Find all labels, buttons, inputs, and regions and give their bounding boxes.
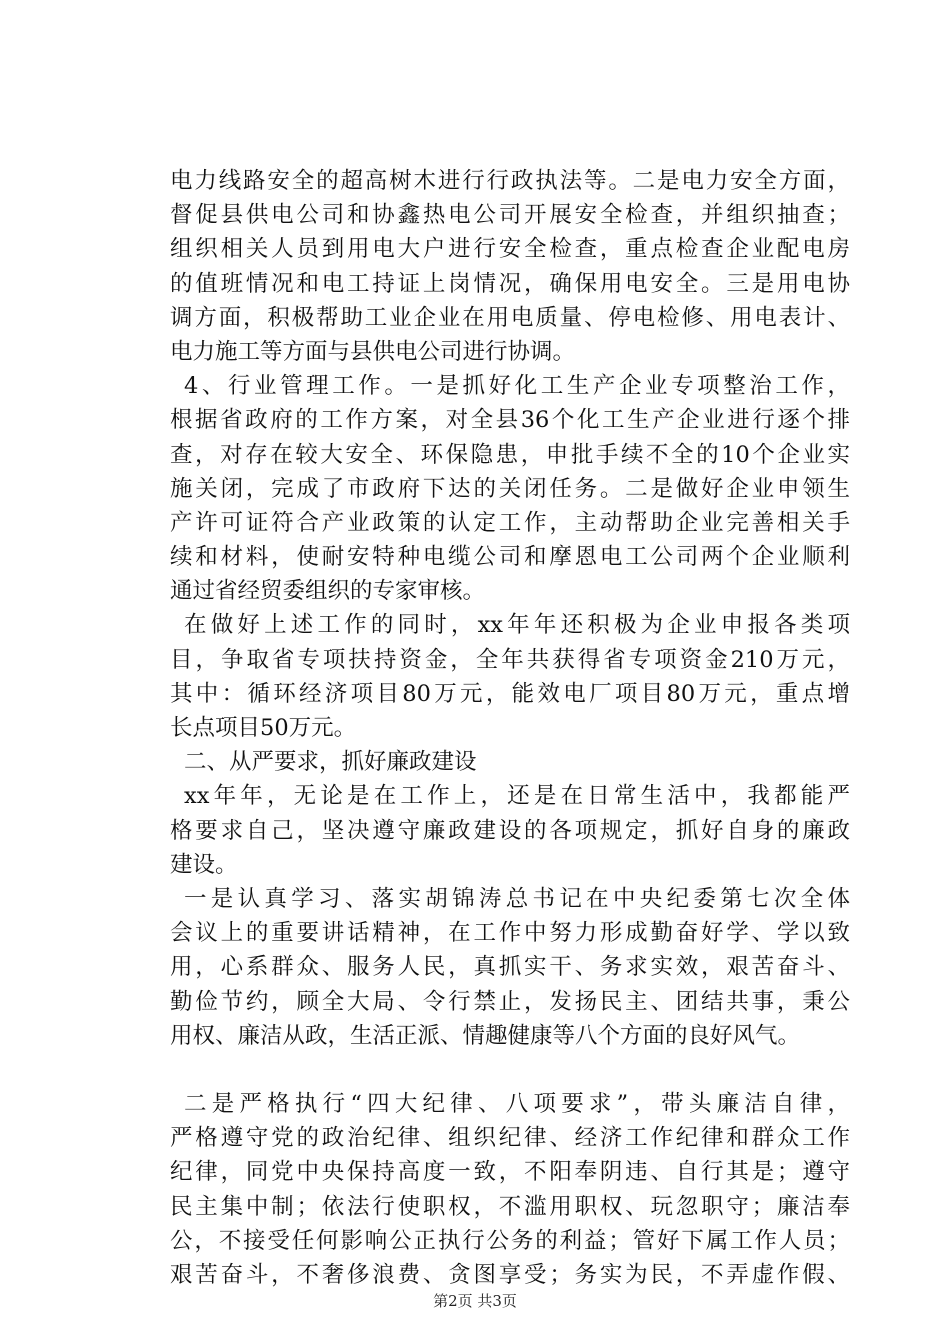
text-line: 长点项目50万元。 (170, 715, 357, 741)
text-line: 续和材料，使耐安特种电缆公司和摩恩电工公司两个企业顺利 (170, 544, 850, 571)
text-line: 的值班情况和电工持证上岗情况，确保用电安全。三是用电协 (170, 270, 850, 297)
text-line: 公，不接受任何影响公正执行公务的利益；管好下属工作人员； (170, 1227, 850, 1254)
text-line: 产许可证符合产业政策的认定工作，主动帮助企业完善相关手 (170, 509, 850, 536)
page-number-footer: 第2页 共3页 (433, 1292, 517, 1310)
text-line: 勤俭节约，顾全大局、令行禁止，发扬民主、团结共事，秉公 (170, 988, 850, 1015)
text-line: 电力施工等方面与县供电公司进行协调。 (170, 338, 576, 365)
text-line: 调方面，积极帮助工业企业在用电质量、停电检修、用电表计、 (170, 304, 850, 331)
text-line: 其中：循环经济项目80万元，能效电厂项目80万元，重点增 (170, 680, 850, 707)
paragraph-start: 在做好上述工作的同时，xx年年还积极为企业申报各类项 (184, 612, 850, 639)
document-body (170, 164, 850, 1292)
text-line: 民主集中制；依法行使职权，不滥用职权、玩忽职守；廉洁奉 (170, 1193, 850, 1220)
text-line: 纪律，同党中央保持高度一致，不阳奉阴违、自行其是；遵守 (170, 1159, 850, 1186)
text-line: 严格遵守党的政治纪律、组织纪律、经济工作纪律和群众工作 (170, 1125, 850, 1152)
paragraph-gap (170, 1053, 850, 1087)
text-line: 电力线路安全的超高树木进行行政执法等。二是电力安全方面， (170, 168, 850, 194)
text-line: 施关闭，完成了市政府下达的关闭任务。二是做好企业申领生 (170, 475, 850, 502)
text-line: 会议上的重要讲话精神，在工作中努力形成勤奋好学、学以致 (170, 920, 850, 947)
text-line: 用，心系群众、服务人民，真抓实干、务求实效，艰苦奋斗、 (170, 954, 850, 981)
text-line: 目，争取省专项扶持资金，全年共获得省专项资金210万元， (170, 646, 850, 673)
text-line: 查，对存在较大安全、环保隐患，申批手续不全的10个企业实 (170, 441, 850, 468)
paragraph-start: 二是严格执行“四大纪律、八项要求”，带头廉洁自律， (184, 1091, 850, 1118)
text-line: 艰苦奋斗，不奢侈浪费、贪图享受；务实为民，不弄虚作假、 (170, 1262, 850, 1288)
text-line: 建设。 (170, 851, 238, 878)
text-line: 督促县供电公司和协鑫热电公司开展安全检查，并组织抽查； (170, 202, 850, 229)
text-line: 通过省经贸委组织的专家审核。 (170, 578, 486, 605)
section-heading: 二、从严要求，抓好廉政建设 (184, 749, 477, 776)
text-line: 用权、廉洁从政，生活正派、情趣健康等八个方面的良好风气。 (170, 1022, 801, 1049)
text-line: 组织相关人员到用电大户进行安全检查，重点检查企业配电房 (170, 236, 850, 263)
text-line: 格要求自己，坚决遵守廉政建设的各项规定，抓好自身的廉政 (170, 817, 850, 844)
text-line: 根据省政府的工作方案，对全县36个化工生产企业进行逐个排 (170, 407, 850, 434)
paragraph-start: 4、行业管理工作。一是抓好化工生产企业专项整治工作， (184, 373, 850, 400)
paragraph-start: xx年年，无论是在工作上，还是在日常生活中，我都能严 (184, 783, 850, 810)
paragraph-start: 一是认真学习、落实胡锦涛总书记在中央纪委第七次全体 (184, 885, 850, 912)
